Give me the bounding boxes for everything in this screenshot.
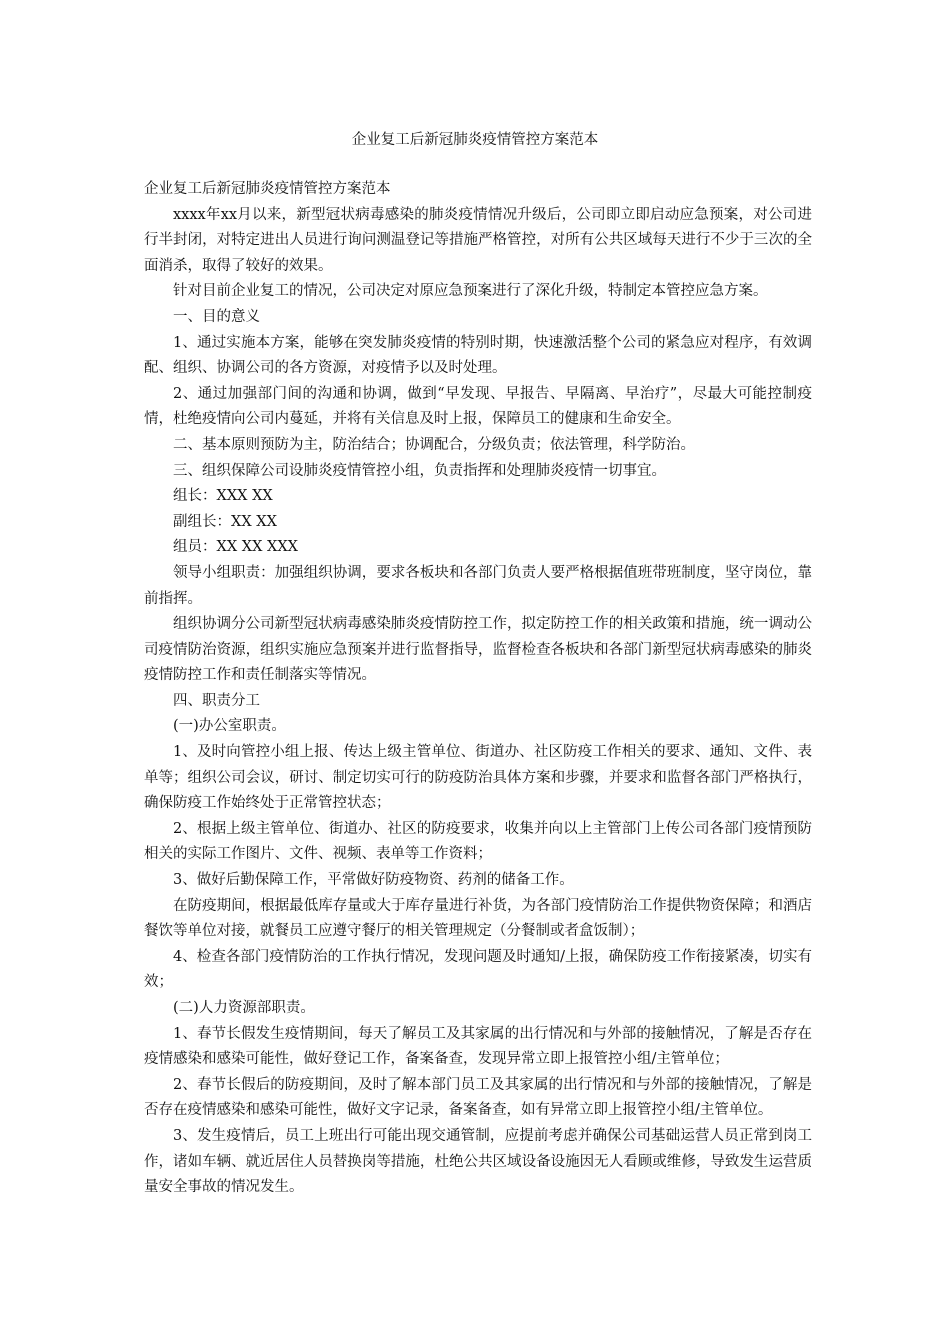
paragraph-office-3: 3、做好后勤保障工作，平常做好防疫物资、药剂的储备工作。 [173,872,574,889]
subsection-heading-hr: (二)人力资源部职责。 [173,1000,315,1016]
section-heading-principles: 二、基本原则预防为主，防治结合；协调配合，分级负责；依法管理，科学防治。 [173,436,695,453]
team-leader-line: 组长：XXX XX [173,488,273,505]
paragraph-office-2: 2、根据上级主管单位、街道办、社区的防疫要求，收集并向以上主管部门上传公司各部门疫情预防相关的实际工作图片、文件、视频、表单等工作资料； [144,820,812,863]
paragraph-intro: xxxx年xx月以来，新型冠状病毒感染的肺炎疫情情况升级后，公司即立即启动应急预案，对公司进行半封闭，对特定进出人员进行询问测温登记等措施严格管控，对所有公共区域每天进行不少于三次的全面消杀，取得了较好的效果。 [144,206,812,274]
paragraph-coordination: 组织协调分公司新型冠状病毒感染肺炎疫情防控工作，拟定防控工作的相关政策和措施，统一调动公司疫情防治资源，组织实施应急预案并进行监督指导，监督检查各板块和各部门新型冠状病毒感染的肺炎疫情防控工作和责任制落实等情况。 [144,616,812,684]
paragraph-purpose-2: 2、通过加强部门间的沟通和协调，做到“早发现、早报告、早隔离、早治疗”，尽最大可能控制疫情，杜绝疫情向公司内蔓延，并将有关信息及时上报，保障员工的健康和生命安全。 [144,385,812,428]
paragraph-leadership-duties: 领导小组职责：加强组织协调，要求各板块和各部门负责人要严格根据值班带班制度，坚守岗位，靠前指挥。 [144,564,812,607]
paragraph-hr-1: 1、春节长假发生疫情期间，每天了解员工及其家属的出行情况和与外部的接触情况，了解是否存在疫情感染和感染可能性，做好登记工作，备案备查，发现异常立即上报管控小组/主管单位； [144,1025,812,1068]
paragraph-office-4: 4、检查各部门疫情防治的工作执行情况，发现问题及时通知/上报，确保防疫工作衔接紧凑，切实有效； [144,948,812,991]
paragraph-office-1: 1、及时向管控小组上报、传达上级主管单位、街道办、社区防疫工作相关的要求、通知、文件、表单等；组织公司会议，研讨、制定切实可行的防疫防治具体方案和步骤，并要求和监督各部门严格执行，确保防疫工作始终处于正常管控状态； [144,744,812,812]
body-heading: 企业复工后新冠肺炎疫情管控方案范本 [144,181,391,197]
team-members-line: 组员：XX XX XXX [173,539,298,556]
section-heading-responsibilities: 四、职责分工 [173,692,260,709]
paragraph-purpose-statement: 针对目前企业复工的情况，公司决定对原应急预案进行了深化升级，特制定本管控应急方案。 [173,283,768,300]
section-heading-organization: 三、组织保障公司设肺炎疫情管控小组，负责指挥和处理肺炎疫情一切事宜。 [173,462,666,479]
deputy-leader-line: 副组长：XX XX [173,513,277,530]
paragraph-office-supplies: 在防疫期间，根据最低库存量或大于库存量进行补货，为各部门疫情防治工作提供物资保障；和酒店餐饮等单位对接，就餐员工应遵守餐厅的相关管理规定（分餐制或者盒饭制）； [144,897,812,940]
subsection-heading-office: (一)办公室职责。 [173,718,286,735]
section-heading-purpose: 一、目的意义 [173,308,260,325]
document-body [144,177,812,1201]
paragraph-hr-2: 2、春节长假后的防疫期间，及时了解本部门员工及其家属的出行情况和与外部的接触情况，了解是否存在疫情感染和感染可能性，做好文字记录，备案备查，如有异常立即上报管控小组/主管单位。 [144,1076,812,1119]
document-title: 企业复工后新冠肺炎疫情管控方案范本 [351,132,599,148]
paragraph-purpose-1: 1、通过实施本方案，能够在突发肺炎疫情的特别时期，快速激活整个公司的紧急应对程序，有效调配、组织、协调公司的各方资源，对疫情予以及时处理。 [144,334,812,377]
paragraph-hr-3: 3、发生疫情后，员工上班出行可能出现交通管制，应提前考虑并确保公司基础运营人员正常到岗工作，诸如车辆、就近居住人员替换岗等措施，杜绝公共区域设备设施因无人看顾或维修，导致发生运营质量安全事故的情况发生。 [144,1127,812,1196]
